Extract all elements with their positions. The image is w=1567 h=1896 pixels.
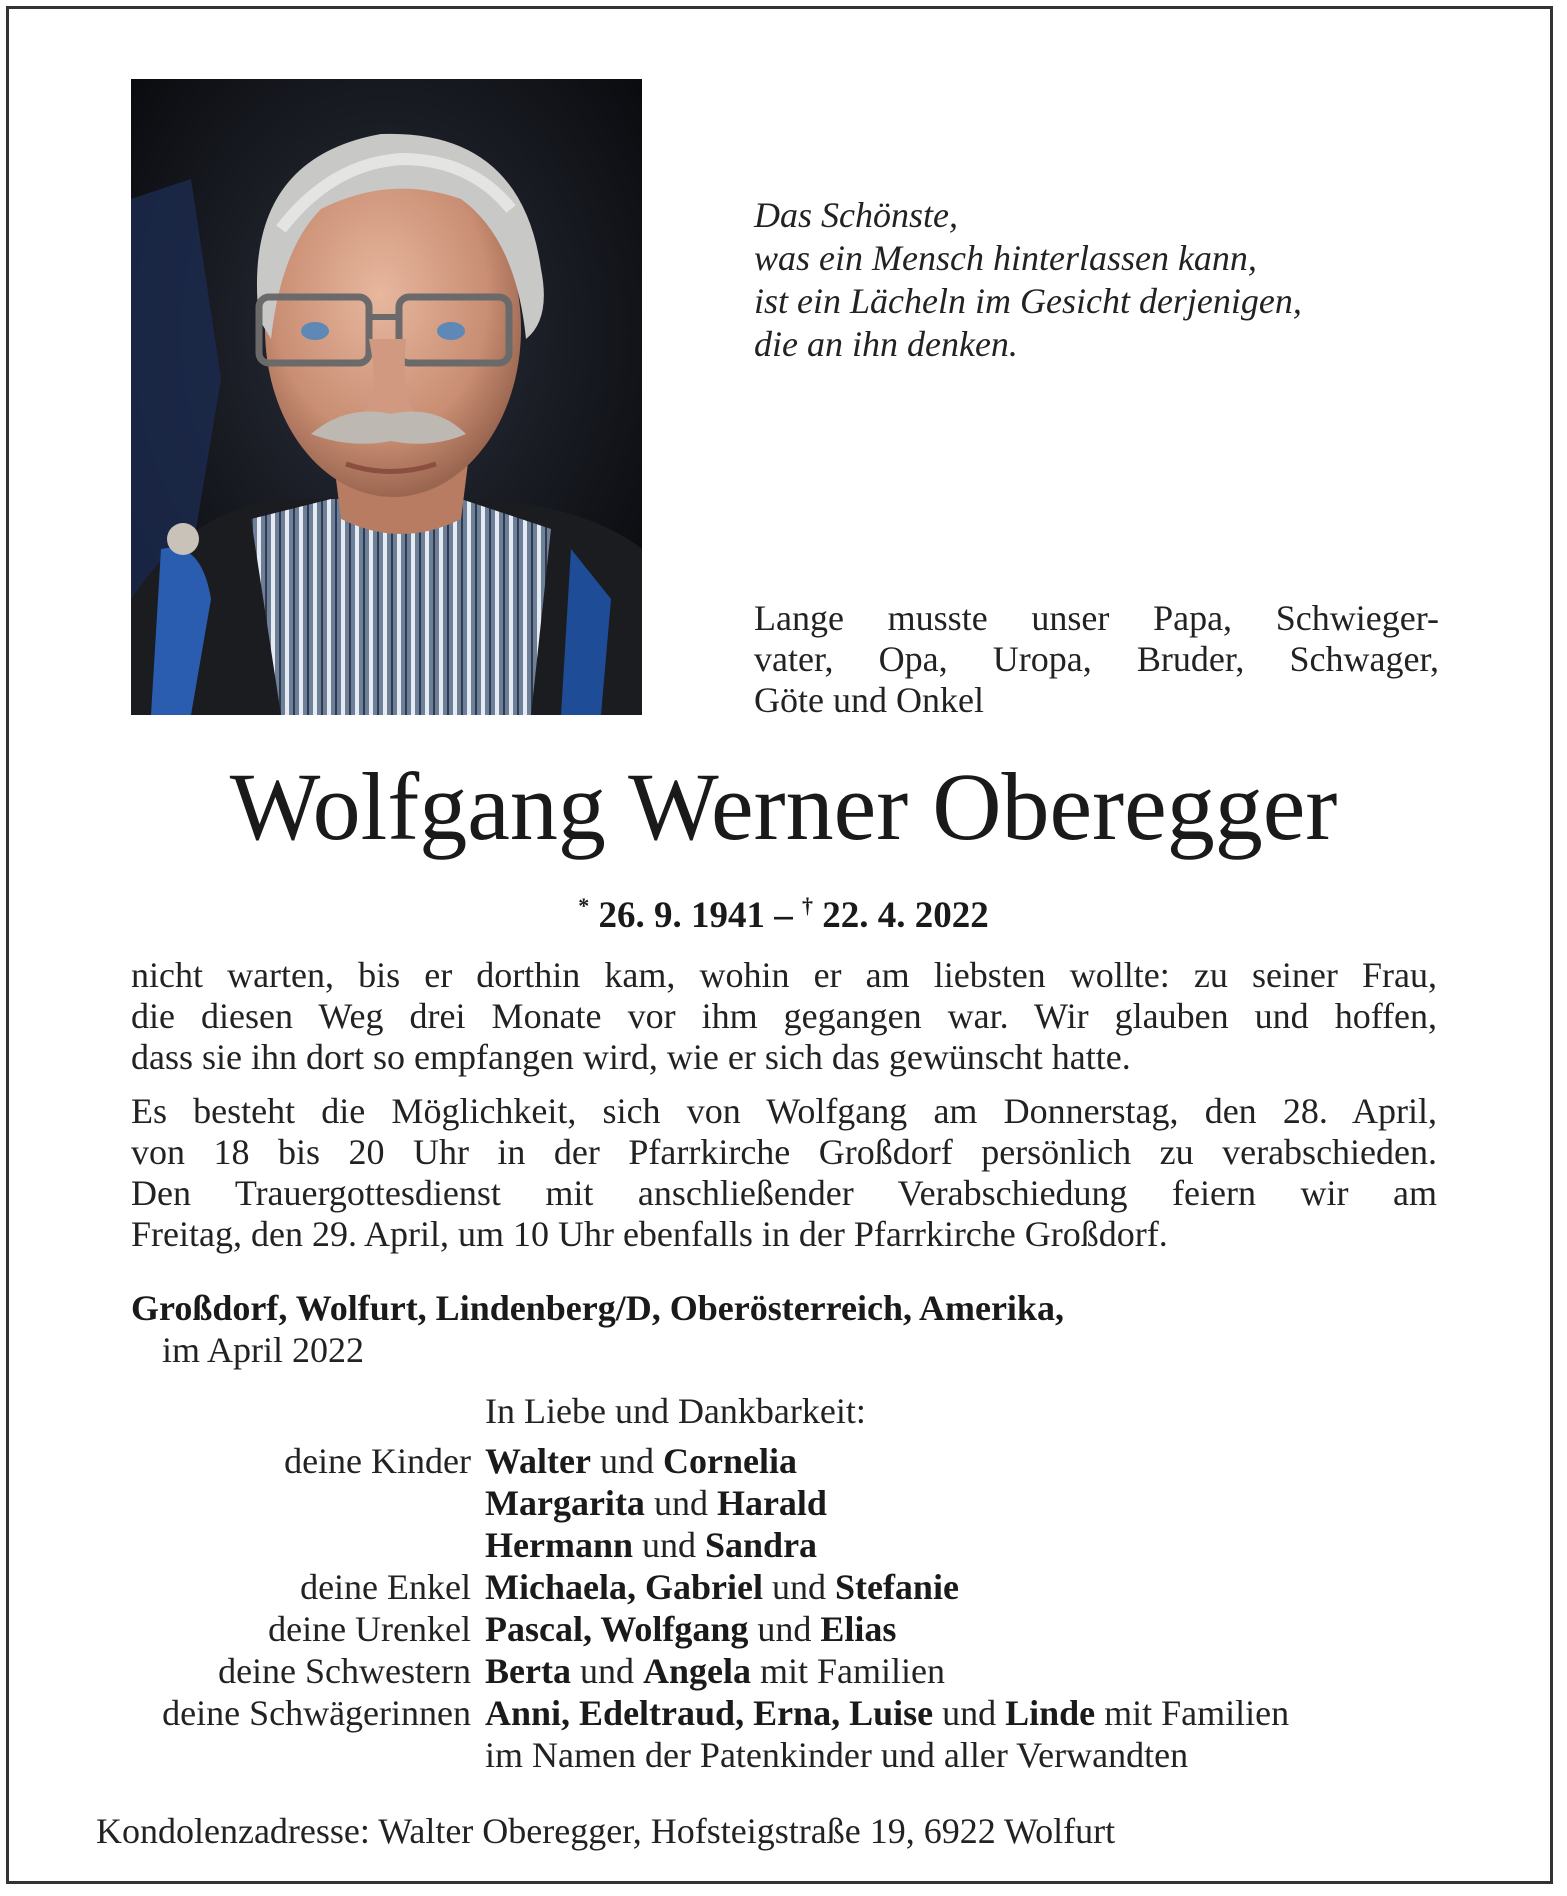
mourner-names (485, 1608, 896, 1650)
portrait-image (131, 79, 642, 715)
mourner-names (485, 1566, 959, 1608)
intro-text (754, 598, 1439, 721)
mourner-connector: und (590, 1441, 663, 1481)
mourner-names (485, 1440, 797, 1482)
mourner-row (0, 1440, 1567, 1482)
mourner-name: Michaela, Gabriel (485, 1567, 763, 1607)
mourner-connector: und (570, 1651, 643, 1691)
death-date: 22. 4. 2022 (822, 895, 989, 936)
mourner-row (0, 1650, 1567, 1692)
birth-symbol: * (578, 893, 590, 918)
mourner-names (485, 1524, 817, 1566)
mourner-name: Margarita (485, 1483, 645, 1523)
mourner-name: Walter (485, 1441, 591, 1481)
mourner-connector: im Namen der Patenkinder und aller Verwandten (485, 1735, 1189, 1775)
mourner-row (0, 1692, 1567, 1734)
mourner-connector: und (933, 1693, 1006, 1733)
paragraph-line: dass sie ihn dort so empfangen wird, wie er sich das gewünscht hatte. (131, 1037, 1131, 1077)
intro-line: Göte und Onkel (754, 680, 984, 720)
place-date: im April 2022 (162, 1330, 365, 1370)
mourner-name: Pascal, Wolfgang (485, 1609, 749, 1649)
mourner-connector: und (633, 1525, 705, 1565)
paragraph-line: nicht warten, bis er dorthin kam, wohin er am liebsten wollte: zu seiner Frau, (131, 955, 1437, 995)
mourner-name: Angela (642, 1651, 751, 1691)
mourner-relation: deine Schwestern (218, 1651, 471, 1691)
paragraph-line: Es besteht die Möglichkeit, sich von Wolfgang am Donnerstag, den 28. April, (131, 1091, 1437, 1131)
mourner-relation: deine Kinder (284, 1441, 471, 1481)
mourner-name: Berta (485, 1651, 571, 1691)
quote-line: Das Schönste, (754, 195, 958, 235)
quote-line: was ein Mensch hinterlassen kann, (754, 238, 1257, 278)
mourner-row (0, 1524, 1567, 1566)
mourner-names (485, 1692, 1289, 1734)
life-dates (0, 884, 1567, 938)
mourner-row (0, 1734, 1567, 1776)
portrait-photo (131, 79, 642, 715)
paragraph-message (131, 955, 1437, 1078)
mourner-row (0, 1566, 1567, 1608)
memorial-quote (754, 194, 1474, 366)
paragraph-line: von 18 bis 20 Uhr in der Pfarrkirche Großdorf persönlich zu verabschieden. (131, 1132, 1437, 1172)
death-symbol: † (802, 893, 813, 918)
mourner-name: Hermann (485, 1525, 633, 1565)
mourner-connector: mit Familien (1095, 1693, 1290, 1733)
paragraph-line: Freitag, den 29. April, um 10 Uhr ebenfalls in der Pfarrkirche Großdorf. (131, 1214, 1168, 1254)
places-line: Großdorf, Wolfurt, Lindenberg/D, Oberösterreich, Amerika, (131, 1288, 1064, 1328)
mourner-names (485, 1734, 1188, 1776)
condolence-address: Kondolenzadresse: Walter Oberegger, Hofsteigstraße 19, 6922 Wolfurt (96, 1811, 1116, 1851)
quote-line: die an ihn denken. (754, 324, 1018, 364)
mourner-row (0, 1608, 1567, 1650)
love-line: In Liebe und Dankbarkeit: (485, 1391, 866, 1431)
mourner-connector: und (644, 1483, 717, 1523)
mourner-name: Elias (820, 1609, 897, 1649)
quote-line: ist ein Lächeln im Gesicht derjenigen, (754, 281, 1302, 321)
paragraph-line: die diesen Weg drei Monate vor ihm gegangen war. Wir glauben und hoffen, (131, 996, 1437, 1036)
intro-line: vater, Opa, Uropa, Bruder, Schwager, (754, 639, 1439, 679)
mourner-name: Sandra (705, 1525, 818, 1565)
mourner-name: Anni, Edeltraud, Erna, Luise (485, 1693, 934, 1733)
birth-date: 26. 9. 1941 (598, 895, 765, 936)
paragraph-line: Den Trauergottesdienst mit anschließender Verabschiedung feiern wir am (131, 1173, 1437, 1213)
mourner-relation: deine Urenkel (268, 1609, 471, 1649)
mourner-relation: deine Schwägerinnen (162, 1693, 471, 1733)
mourner-name: Cornelia (662, 1441, 797, 1481)
mourners-list (0, 1440, 1567, 1776)
mourner-connector: und (762, 1567, 835, 1607)
mourner-names (485, 1482, 827, 1524)
mourner-name: Harald (716, 1483, 827, 1523)
mourner-connector: und (748, 1609, 821, 1649)
mourner-relation: deine Enkel (300, 1567, 471, 1607)
mourner-name: Linde (1005, 1693, 1096, 1733)
mourner-name: Stefanie (834, 1567, 959, 1607)
mourner-connector: mit Familien (750, 1651, 945, 1691)
deceased-name: Wolfgang Werner Oberegger (229, 753, 1338, 860)
paragraph-farewell-info (131, 1091, 1437, 1255)
intro-line: Lange musste unser Papa, Schwieger- (754, 598, 1439, 638)
mourner-names (485, 1650, 945, 1692)
date-separator: – (774, 895, 793, 936)
mourner-row (0, 1482, 1567, 1524)
